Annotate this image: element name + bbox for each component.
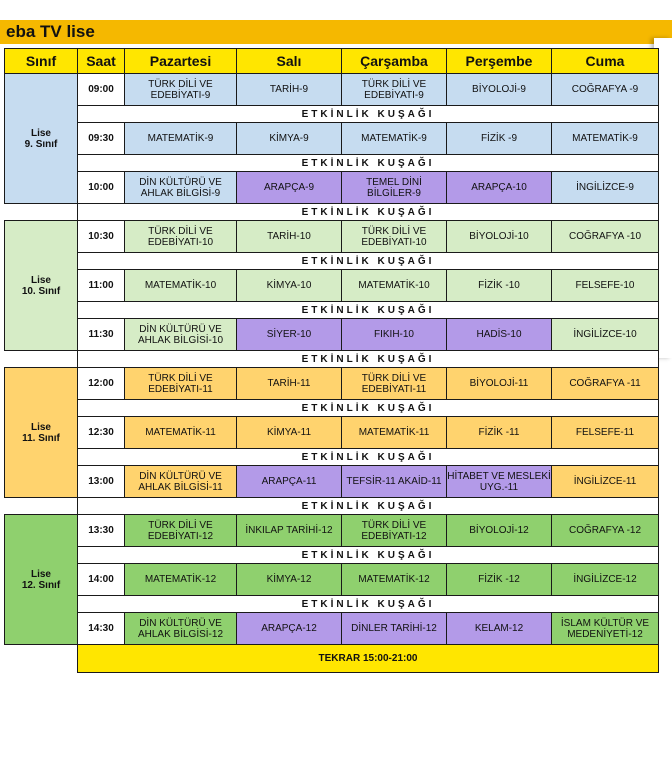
activity-break-label: ETKİNLİK KUŞAĞI: [78, 449, 659, 466]
activity-break-label: ETKİNLİK KUŞAĞI: [78, 204, 659, 221]
col-header-carsamba: Çarşamba: [342, 49, 447, 74]
lesson-cell: FELSEFE-10: [552, 270, 659, 302]
lesson-row: [5, 515, 659, 547]
lesson-cell: MATEMATİK-12: [342, 564, 447, 596]
lesson-cell: MATEMATİK-11: [125, 417, 237, 449]
col-header-saat: Saat: [78, 49, 125, 74]
title-bar: [0, 20, 672, 44]
lesson-cell: BİYOLOJİ-12: [447, 515, 552, 547]
lesson-cell: DİN KÜLTÜRÜ VE AHLAK BİLGİSİ-10: [125, 319, 237, 351]
lesson-cell: TÜRK DİLİ VE EDEBİYATI-11: [125, 368, 237, 400]
lesson-row: [5, 74, 659, 106]
lesson-cell: İSLAM KÜLTÜR VE MEDENİYETİ-12: [552, 613, 659, 645]
lesson-cell: KİMYA-11: [237, 417, 342, 449]
grade-label-line1: Lise: [30, 127, 51, 139]
grade-label-line2: 10. Sınıf: [21, 285, 61, 297]
activity-break-label: ETKİNLİK KUŞAĞI: [78, 596, 659, 613]
lesson-row: [5, 368, 659, 400]
lesson-cell: TARİH-11: [237, 368, 342, 400]
lesson-row: [5, 466, 659, 498]
activity-break-label: ETKİNLİK KUŞAĞI: [78, 253, 659, 270]
time-cell: 13:30: [78, 515, 125, 547]
lesson-row: [5, 319, 659, 351]
lesson-cell: TARİH-9: [237, 74, 342, 106]
lesson-cell: FIKIH-10: [342, 319, 447, 351]
activity-break-label: ETKİNLİK KUŞAĞI: [78, 400, 659, 417]
lesson-cell: MATEMATİK-9: [342, 123, 447, 155]
time-cell: 09:30: [78, 123, 125, 155]
lesson-cell: FİZİK -12: [447, 564, 552, 596]
tekrar-label: TEKRAR 15:00-21:00: [78, 645, 659, 673]
lesson-cell: KİMYA-10: [237, 270, 342, 302]
activity-break-label: ETKİNLİK KUŞAĞI: [78, 302, 659, 319]
lesson-row: [5, 172, 659, 204]
tekrar-row: [5, 645, 659, 673]
grade-label: [5, 515, 78, 645]
lesson-cell: KELAM-12: [447, 613, 552, 645]
col-header-cuma: Cuma: [552, 49, 659, 74]
lesson-cell: FİZİK -9: [447, 123, 552, 155]
lesson-cell: İNKILAP TARİHİ-12: [237, 515, 342, 547]
time-cell: 09:00: [78, 74, 125, 106]
grade-label: [5, 368, 78, 498]
activity-break-label: ETKİNLİK KUŞAĞI: [78, 106, 659, 123]
grade-label-line1: Lise: [30, 568, 51, 580]
lesson-cell: BİYOLOJİ-10: [447, 221, 552, 253]
lesson-cell: MATEMATİK-12: [125, 564, 237, 596]
lesson-row: [5, 221, 659, 253]
lesson-cell: İNGİLİZCE-11: [552, 466, 659, 498]
activity-break-row: [5, 155, 659, 172]
blank-cell: [5, 498, 78, 515]
lesson-cell: FELSEFE-11: [552, 417, 659, 449]
lesson-cell: TEMEL DİNİ BİLGİLER-9: [342, 172, 447, 204]
time-cell: 12:30: [78, 417, 125, 449]
activity-break-row: [5, 547, 659, 564]
activity-break-row: [5, 449, 659, 466]
activity-break-row: [5, 253, 659, 270]
header-row: [5, 49, 659, 74]
time-cell: 10:30: [78, 221, 125, 253]
lesson-cell: TÜRK DİLİ VE EDEBİYATI-10: [125, 221, 237, 253]
lesson-cell: HADİS-10: [447, 319, 552, 351]
lesson-cell: SİYER-10: [237, 319, 342, 351]
col-header-pazartesi: Pazartesi: [125, 49, 237, 74]
activity-break-row: [5, 106, 659, 123]
grade-label-line2: 11. Sınıf: [22, 432, 60, 444]
lesson-cell: İNGİLİZCE-10: [552, 319, 659, 351]
lesson-cell: TÜRK DİLİ VE EDEBİYATI-10: [342, 221, 447, 253]
lesson-cell: MATEMATİK-10: [125, 270, 237, 302]
grade-label: [5, 221, 78, 351]
activity-break-row: [5, 204, 659, 221]
lesson-cell: FİZİK -10: [447, 270, 552, 302]
lesson-cell: TÜRK DİLİ VE EDEBİYATI-9: [342, 74, 447, 106]
col-header-sali: Salı: [237, 49, 342, 74]
activity-break-label: ETKİNLİK KUŞAĞI: [78, 498, 659, 515]
time-cell: 12:00: [78, 368, 125, 400]
lesson-cell: BİYOLOJİ-11: [447, 368, 552, 400]
grade-label-line1: Lise: [30, 421, 51, 433]
lesson-cell: İNGİLİZCE-12: [552, 564, 659, 596]
lesson-cell: COĞRAFYA -11: [552, 368, 659, 400]
lesson-cell: MATEMATİK-9: [125, 123, 237, 155]
activity-break-label: ETKİNLİK KUŞAĞI: [78, 155, 659, 172]
activity-break-label: ETKİNLİK KUŞAĞI: [78, 547, 659, 564]
lesson-cell: COĞRAFYA -10: [552, 221, 659, 253]
blank-cell: [5, 351, 78, 368]
lesson-cell: MATEMATİK-9: [552, 123, 659, 155]
lesson-cell: COĞRAFYA -9: [552, 74, 659, 106]
lesson-cell: ARAPÇA-11: [237, 466, 342, 498]
lesson-row: [5, 123, 659, 155]
activity-break-row: [5, 596, 659, 613]
lesson-row: [5, 564, 659, 596]
activity-break-row: [5, 302, 659, 319]
col-header-persembe: Perşembe: [447, 49, 552, 74]
lesson-cell: MATEMATİK-11: [342, 417, 447, 449]
lesson-cell: TÜRK DİLİ VE EDEBİYATI-9: [125, 74, 237, 106]
time-cell: 14:30: [78, 613, 125, 645]
activity-break-label: ETKİNLİK KUŞAĞI: [78, 351, 659, 368]
time-cell: 11:00: [78, 270, 125, 302]
time-cell: 10:00: [78, 172, 125, 204]
lesson-cell: BİYOLOJİ-9: [447, 74, 552, 106]
col-header-sinif: Sınıf: [5, 49, 78, 74]
lesson-cell: ARAPÇA-9: [237, 172, 342, 204]
lesson-cell: DİN KÜLTÜRÜ VE AHLAK BİLGİSİ-9: [125, 172, 237, 204]
lesson-cell: KİMYA-12: [237, 564, 342, 596]
lesson-row: [5, 613, 659, 645]
lesson-cell: FİZİK -11: [447, 417, 552, 449]
activity-break-row: [5, 400, 659, 417]
lesson-cell: TÜRK DİLİ VE EDEBİYATI-12: [342, 515, 447, 547]
lesson-cell: DİNLER TARİHİ-12: [342, 613, 447, 645]
lesson-cell: COĞRAFYA -12: [552, 515, 659, 547]
lesson-cell: MATEMATİK-10: [342, 270, 447, 302]
blank-cell: [5, 645, 78, 673]
lesson-cell: TÜRK DİLİ VE EDEBİYATI-12: [125, 515, 237, 547]
lesson-cell: ARAPÇA-10: [447, 172, 552, 204]
lesson-cell: ARAPÇA-12: [237, 613, 342, 645]
blank-cell: [5, 204, 78, 221]
page-title: eba TV lise: [6, 22, 95, 41]
activity-break-row: [5, 351, 659, 368]
lesson-row: [5, 417, 659, 449]
lesson-cell: HİTABET VE MESLEKİ UYG.-11: [447, 466, 552, 498]
activity-break-row: [5, 498, 659, 515]
lesson-cell: DİN KÜLTÜRÜ VE AHLAK BİLGİSİ-12: [125, 613, 237, 645]
lesson-cell: TÜRK DİLİ VE EDEBİYATI-11: [342, 368, 447, 400]
time-cell: 13:00: [78, 466, 125, 498]
lesson-cell: DİN KÜLTÜRÜ VE AHLAK BİLGİSİ-11: [125, 466, 237, 498]
lesson-cell: TEFSİR-11 AKAİD-11: [342, 466, 447, 498]
lesson-cell: TARİH-10: [237, 221, 342, 253]
lesson-row: [5, 270, 659, 302]
time-cell: 11:30: [78, 319, 125, 351]
grade-label-line2: 9. Sınıf: [24, 138, 58, 150]
grade-label-line2: 12. Sınıf: [21, 579, 61, 591]
schedule-table: [4, 48, 659, 673]
time-cell: 14:00: [78, 564, 125, 596]
grade-label-line1: Lise: [30, 274, 51, 286]
grade-label: [5, 74, 78, 204]
lesson-cell: İNGİLİZCE-9: [552, 172, 659, 204]
lesson-cell: KİMYA-9: [237, 123, 342, 155]
